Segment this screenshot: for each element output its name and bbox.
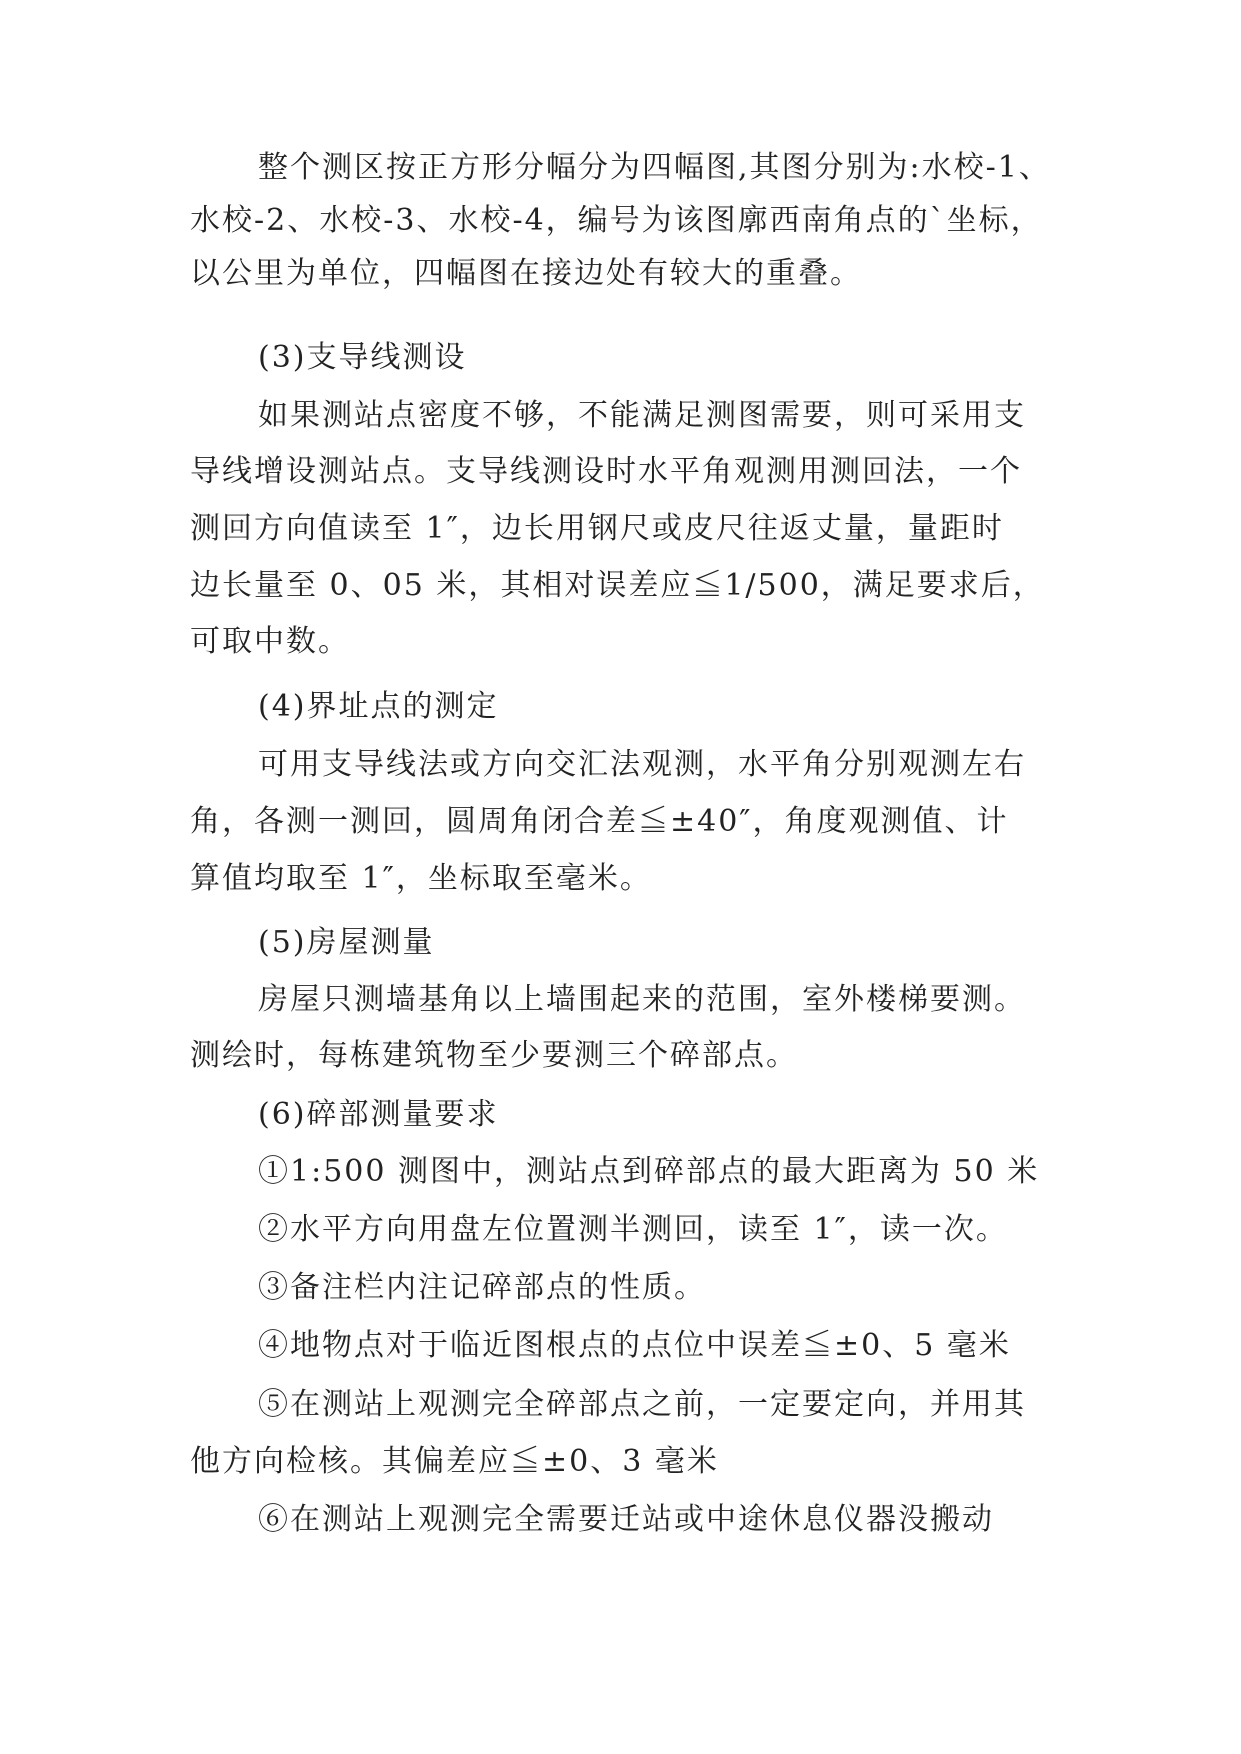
list-item: ③备注栏内注记碎部点的性质。 [258,1270,706,1305]
text-line: 算值均取至 1″，坐标取至毫米。 [190,861,652,896]
text-line: 整个测区按正方形分幅分为四幅图,其图分别为:水校-1、 [258,150,1051,185]
section-heading: (6)碎部测量要求 [258,1097,499,1132]
text-line: 水校-2、水校-3、水校-4，编号为该图廓西南角点的`坐标， [190,203,1043,238]
text-line: 房屋只测墙基角以上墙围起来的范围，室外楼梯要测。 [258,982,1026,1017]
list-item: ⑤在测站上观测完全碎部点之前，一定要定向，并用其 [258,1387,1026,1422]
text-line: 以公里为单位，四幅图在接边处有较大的重叠。 [190,256,862,291]
list-item: ⑥在测站上观测完全需要迁站或中途休息仪器没搬动 [258,1502,994,1537]
text-line: 如果测站点密度不够，不能满足测图需要，则可采用支 [258,398,1026,433]
text-line: 测回方向值读至 1″，边长用钢尺或皮尺往返丈量，量距时 [190,511,1004,546]
section-heading: (3)支导线测设 [258,340,467,375]
text-line: 测绘时，每栋建筑物至少要测三个碎部点。 [190,1038,798,1073]
list-item: ④地物点对于临近图根点的点位中误差≦±0、5 毫米 [258,1328,1011,1363]
text-line: 可取中数。 [190,624,350,659]
text-line: 导线增设测站点。支导线测设时水平角观测用测回法，一个 [190,454,1022,489]
text-line: 边长量至 0、05 米，其相对误差应≦1/500，满足要求后， [190,568,1045,603]
text-line: 角，各测一测回，圆周角闭合差≦±40″，角度观测值、计 [190,804,1009,839]
list-item: ②水平方向用盘左位置测半测回，读至 1″，读一次。 [258,1212,1008,1247]
section-heading: (5)房屋测量 [258,925,435,960]
section-heading: (4)界址点的测定 [258,689,499,724]
text-line: 可用支导线法或方向交汇法观测，水平角分别观测左右 [258,747,1026,782]
list-item: 他方向检核。其偏差应≦±0、3 毫米 [190,1444,719,1479]
list-item: ①1:500 测图中，测站点到碎部点的最大距离为 50 米 [258,1154,1040,1189]
